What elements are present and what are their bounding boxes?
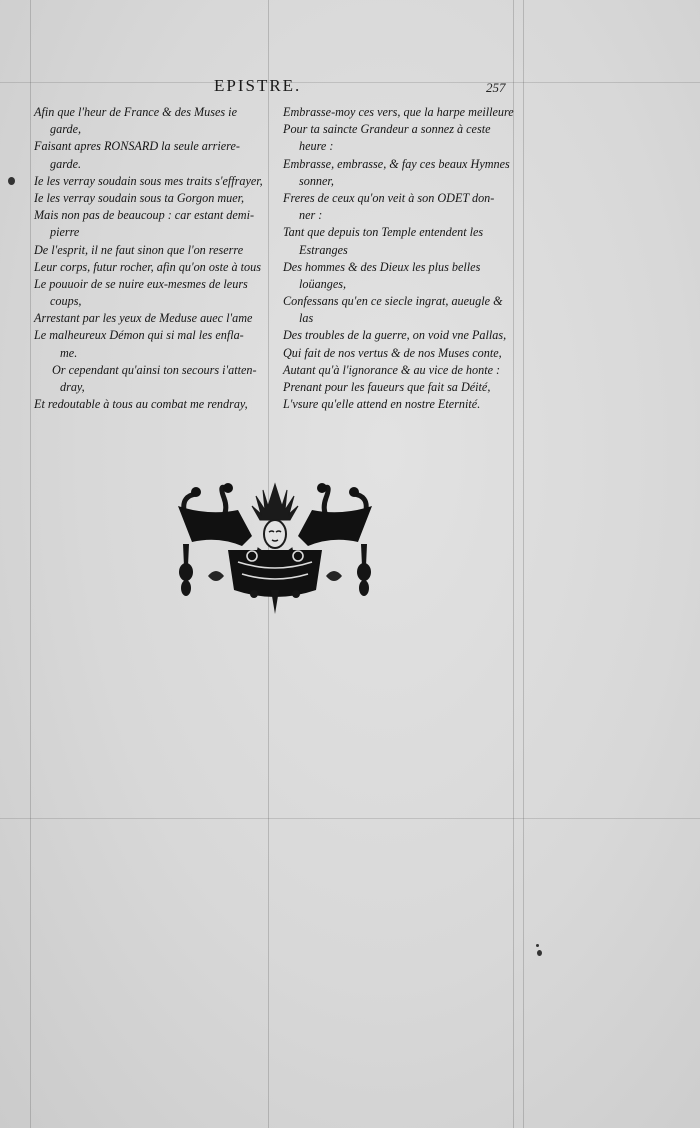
ink-spot [536,944,539,947]
right-verse-line: Estranges [299,242,348,257]
right-verse-line: Qui fait de nos vertus & de nos Muses conte, [283,345,502,360]
right-verse-line: Prenant pour les faueurs que fait sa Déité, [283,380,491,394]
right-verse-line: ner : [299,208,323,223]
left-verse-line: Arrestant par les yeux de Meduse auec l'ame [34,311,253,326]
right-verse-line: loüanges, [299,276,347,291]
paper-fold-line [0,82,700,83]
left-verse-line: me. [60,345,78,360]
right-verse-line: sonner, [299,173,334,188]
right-verse-line: Tant que depuis ton Temple entendent les [283,225,484,240]
right-text-column [283,104,519,413]
paper-chain-line [30,0,31,1128]
left-verse-line: Afin que l'heur de France & des Muses ie [34,105,237,119]
left-verse-line: Et redoutable à tous au combat me rendray, [34,397,248,412]
right-verse-line: Des hommes & des Dieux les plus belles [283,259,481,274]
right-verse-line: Confessans qu'en ce siecle ingrat, aueugle & [283,294,503,309]
right-verse-line: Freres de ceux qu'on veit à son ODET don- [283,190,495,205]
right-verse-line: las [299,311,314,326]
page-number: 257 [486,80,506,95]
ink-spot [537,950,542,956]
right-verse-line: Embrasse-moy ces vers, que la harpe meilleure [283,105,514,119]
right-verse-line: Embrasse, embrasse, & fay ces beaux Hymnes [283,156,510,171]
left-verse-line: Faisant apres RONSARD la seule arriere- [34,139,240,154]
running-title: EPISTRE. [214,76,302,95]
fleuron-woodcut-icon [168,476,382,616]
right-verse-line: L'vsure qu'elle attend en nostre Eternité. [283,397,481,412]
left-verse-line: garde. [50,156,82,171]
left-verse-line: garde, [50,122,82,137]
right-verse-line: Des troubles de la guerre, on void vne Pallas, [283,328,507,343]
left-verse-line: coups, [50,294,82,309]
paper-fold-line [0,818,700,819]
left-verse-line: Leur corps, futur rocher, afin qu'on oste à tous [34,259,261,274]
left-verse-line: De l'esprit, il ne faut sinon que l'on reserre [34,242,244,257]
left-verse-line: Ie les verray soudain sous mes traits s'effrayer, [34,173,263,188]
left-text-column [34,104,274,413]
left-verse-line: Mais non pas de beaucoup : car estant demi- [34,208,255,223]
left-verse-line: Or cependant qu'ainsi ton secours i'atten- [52,362,257,377]
left-verse-line: dray, [60,380,85,394]
left-verse-line: Le pouuoir de se nuire eux-mesmes de leurs [34,276,248,291]
right-verse-line: Pour ta saincte Grandeur a sonnez à ceste [283,122,491,137]
left-verse-line: pierre [50,225,80,240]
right-verse-line: Autant qu'à l'ignorance & au vice de honte : [283,362,501,377]
paper-chain-line [523,0,524,1128]
left-verse-line: Ie les verray soudain sous ta Gorgon muer, [34,190,245,205]
ink-spot [8,177,15,185]
right-verse-line: heure : [299,139,334,154]
left-verse-line: Le malheureux Démon qui si mal les enfla- [34,328,244,343]
